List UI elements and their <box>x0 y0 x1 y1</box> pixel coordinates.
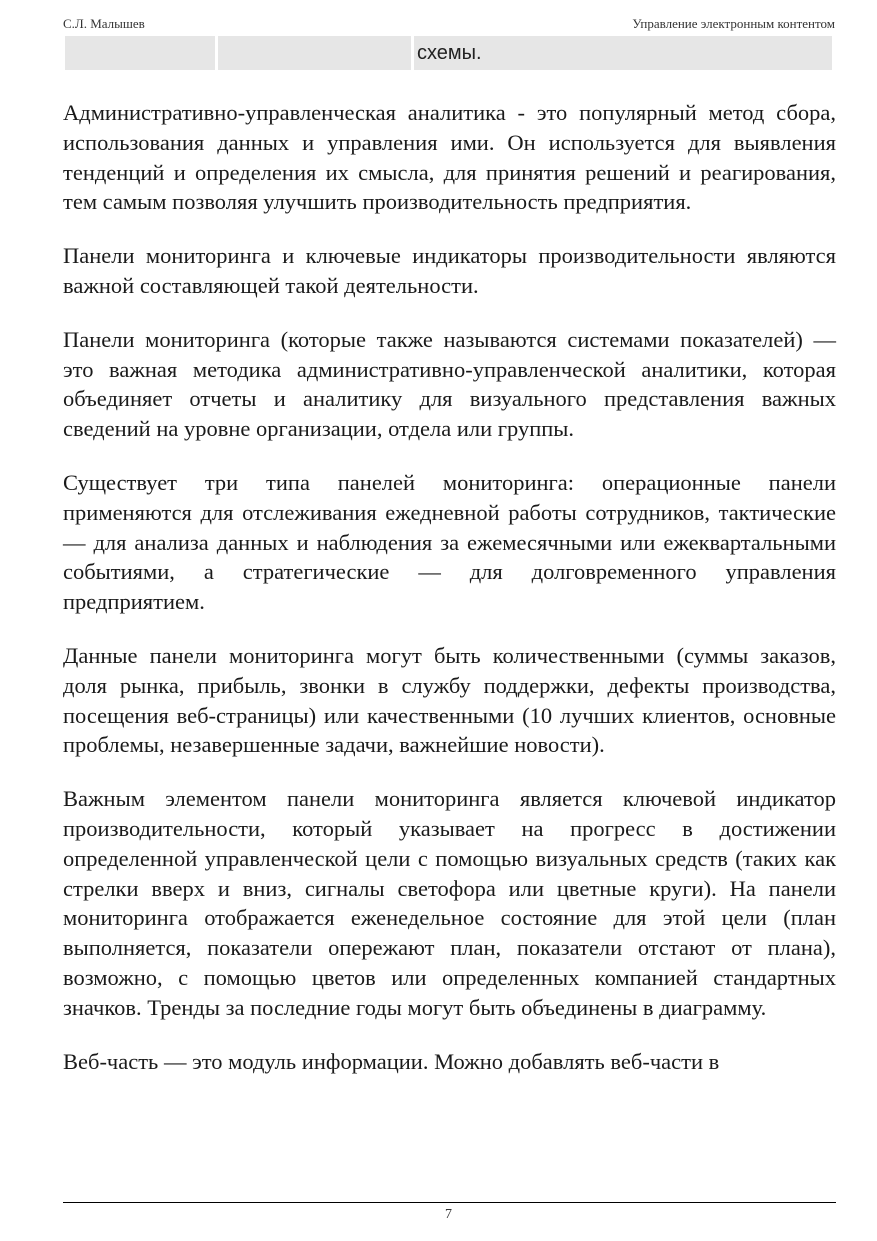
header-author: С.Л. Малышев <box>63 16 145 31</box>
paragraph-analytics-definition: Административно-управленческая аналитика - это популярный метод сбора, использования данных и управления ими. Он используется для выявления тенденций и определения их смысла, для принятия решений и реагирования, тем самым позволяя улучшить производительность предприятия. <box>63 100 836 215</box>
header-title: Управление электронным контентом <box>632 16 835 31</box>
table-cell <box>65 36 215 70</box>
table-cell: схемы. <box>414 36 832 70</box>
table-cell <box>218 36 411 70</box>
page-header <box>63 16 835 36</box>
paragraph-dashboard-types: Существует три типа панелей мониторинга: операционные панели применяются для отслеживания ежедневной работы сотрудников, тактические — для анализа данных и наблюдения за ежемесячными или ежеквартальными событиями, а стратегические — для долговременного управления предприятием. <box>63 469 836 615</box>
table-fragment <box>65 36 832 70</box>
paragraph-web-part: Веб-часть — это модуль информации. Можно добавлять веб-части в <box>63 1048 720 1074</box>
paragraph-dashboards-kpi: Панели мониторинга и ключевые индикаторы производительности являются важной составляющей такой деятельности. <box>63 243 836 298</box>
paragraph-dashboard-data: Данные панели мониторинга могут быть количественными (суммы заказов, доля рынка, прибыль, звонки в службу поддержки, дефекты производства, посещения веб-страницы) или качественными (10 лучших клиентов, основные проблемы, незавершенные задачи, важнейшие новости). <box>63 642 836 758</box>
page-number: 7 <box>445 1207 452 1222</box>
paragraph-kpi-element: Важным элементом панели мониторинга является ключевой индикатор производительности, который указывает на прогресс в достижении определенной управленческой цели с помощью визуальных средств (таких как стрелки вверх и вниз, сигналы светофора или цветные круги). На панели мониторинга отображается еженедельное состояние для этой цели (план выполняется, показатели опережают план, показатели отстают от плана), возможно, с помощью цветов или определенных компанией стандартных значков. Тренды за последние годы могут быть объединены в диаграмму. <box>63 786 836 1020</box>
footer-divider <box>63 1202 836 1203</box>
page-body <box>63 98 836 1100</box>
paragraph-dashboards-definition: Панели мониторинга (которые также называются системами показателей) — это важная методика административно-управленческой аналитики, которая объединяет отчеты и аналитику для визуального представления важных сведений на уровне организации, отдела или группы. <box>63 326 836 442</box>
